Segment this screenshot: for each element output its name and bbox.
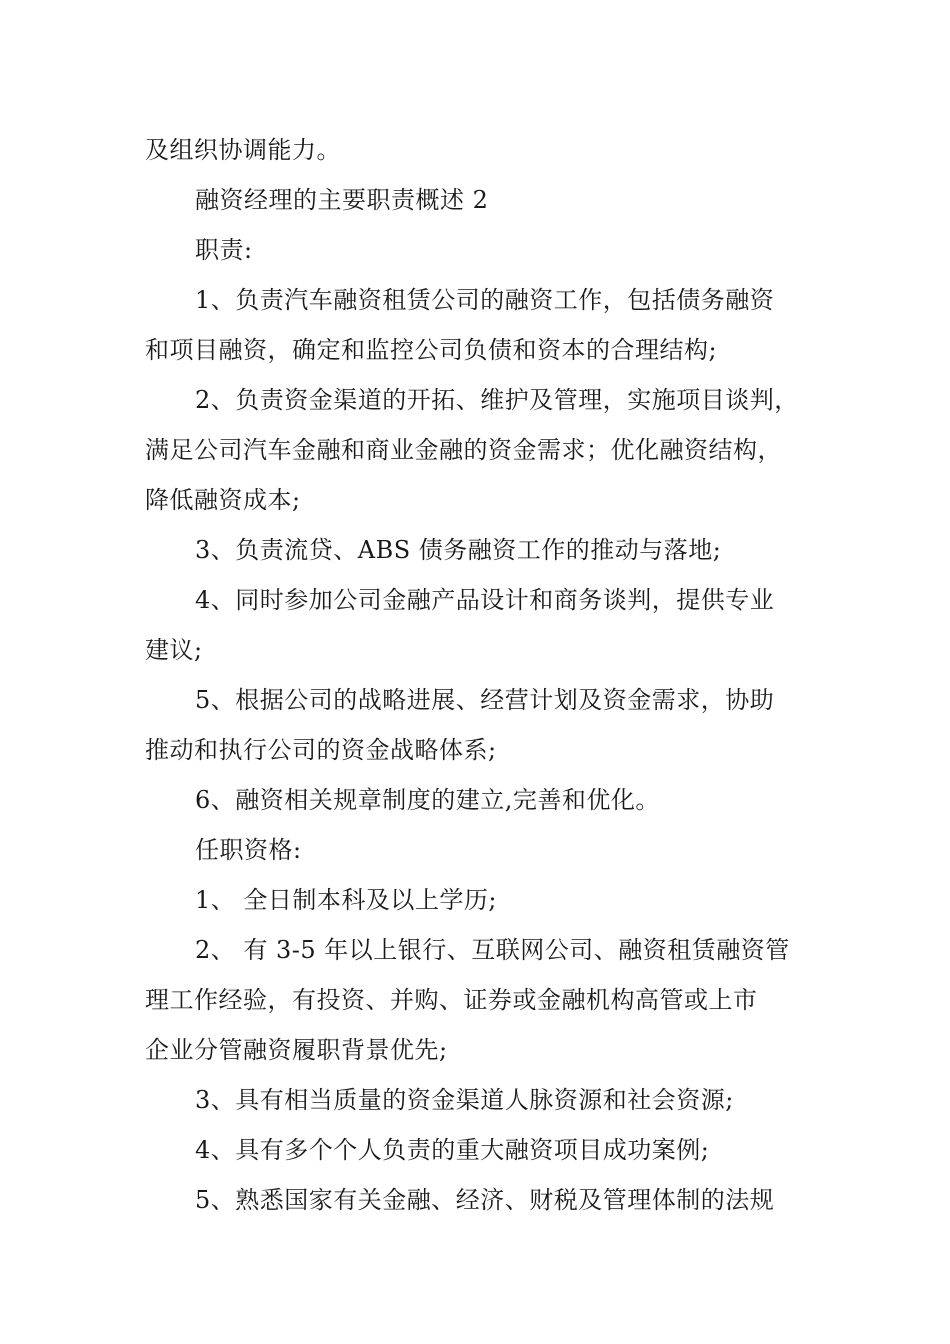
qualification-item-2: 2、 有 3-5 年以上银行、互联网公司、融资租赁融资管 [195,936,790,964]
duty-item-1-cont: 和项目融资，确定和监控公司负债和资本的合理结构; [145,336,718,364]
section-heading: 融资经理的主要职责概述 2 [195,186,489,214]
qualification-item-1: 1、 全日制本科及以上学历; [195,886,497,914]
duty-item-1: 1、负责汽车融资租赁公司的融资工作，包括债务融资 [195,286,775,314]
qualification-item-3: 3、具有相当质量的资金渠道人脉资源和社会资源; [195,1086,734,1114]
qualification-item-2-cont: 企业分管融资履职背景优先; [145,1036,448,1064]
qualification-item-5: 5、熟悉国家有关金融、经济、财税及管理体制的法规 [195,1186,775,1214]
duty-item-3: 3、负责流贷、ABS 债务融资工作的推动与落地; [195,536,722,564]
paragraph-line: 及组织协调能力。 [145,136,341,164]
section-label-duties: 职责: [195,236,253,264]
duty-item-5-cont: 推动和执行公司的资金战略体系; [145,736,497,764]
section-label-qualifications: 任职资格: [195,836,302,864]
qualification-item-2-cont: 理工作经验，有投资、并购、证券或金融机构高管或上市 [145,986,758,1014]
duty-item-2-cont: 满足公司汽车金融和商业金融的资金需求；优化融资结构， [145,436,782,464]
duty-item-2: 2、负责资金渠道的开拓、维护及管理，实施项目谈判， [195,386,799,414]
duty-item-2-cont: 降低融资成本; [145,486,301,514]
qualification-item-4: 4、具有多个个人负责的重大融资项目成功案例; [195,1136,710,1164]
duty-item-4-cont: 建议; [145,636,203,664]
duty-item-5: 5、根据公司的战略进展、经营计划及资金需求，协助 [195,686,775,714]
duty-item-6: 6、融资相关规章制度的建立,完善和优化。 [195,786,660,814]
duty-item-4: 4、同时参加公司金融产品设计和商务谈判，提供专业 [195,586,775,614]
